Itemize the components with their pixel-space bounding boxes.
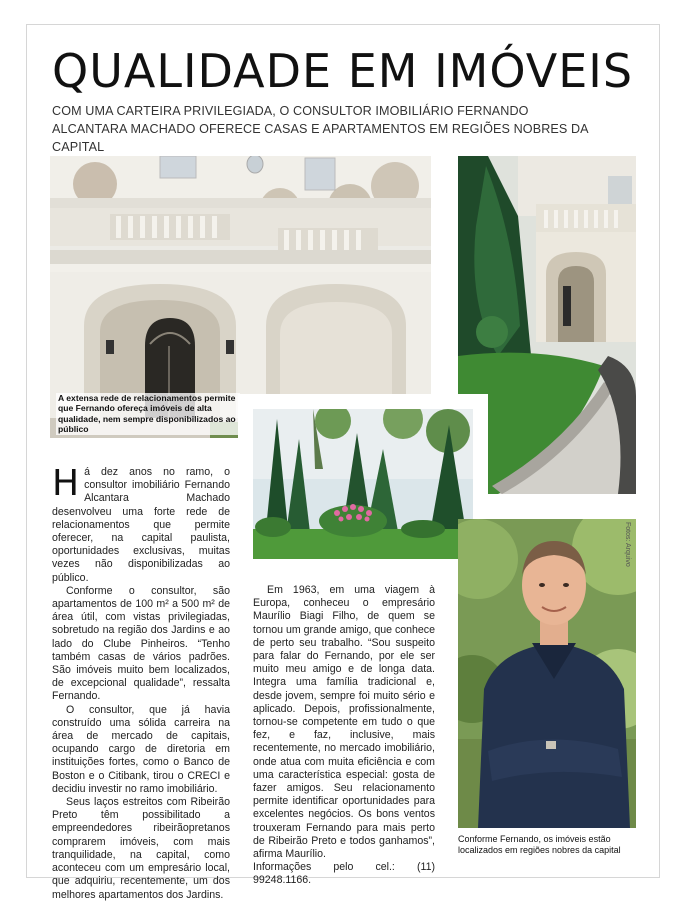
portrait-photo	[458, 519, 636, 828]
photo-caption-top: A extensa rede de relacionamentos permite que Fernando ofereça imóveis de alta qualidade, nem sempre disponibilizados ao público	[56, 393, 240, 435]
subhead: COM UMA CARTEIRA PRIVILEGIADA, O CONSULTOR IMOBILIÁRIO FERNANDO ALCANTARA MACHADO OFERECE CASAS E APARTAMENTOS EM REGIÕES NOBRES DA CAPITAL	[52, 104, 588, 154]
contact-info: Informações pelo cel.: (11) 99248.1166.	[253, 861, 435, 887]
photo-credit: Fotos: Arquivo	[624, 522, 631, 567]
dropcap: H	[52, 463, 80, 504]
headline: QUALIDADE EM IMÓVEIS	[52, 44, 634, 98]
paragraph: Seus laços estreitos com Ribeirão Preto têm possibilitado a empreendedores ribeirãopretanos comprarem imóveis, com mais tranquilidade, na capital, como aconteceu com um empresário local, que adquiriu, recentemente, um dos melhores apartamentos dos Jardins.	[52, 796, 230, 901]
paragraph: O consultor, que já havia construído uma sólida carreira na área de mercado de capitais, ocupando cargo de diretoria em instituições fortes, como o Banco de Boston e o Citibank, tirou o CRECI e decidiu investir no ramo imobiliário.	[52, 703, 230, 795]
paragraph: Conforme o consultor, são apartamentos de 100 m² a 500 m² de área útil, com vistas privilegiadas, sobretudo na região dos Jardins e ao lado do Clube Pinheiros. “Tenho também casas de vários padrões. São imóveis muito bem localizados, de excepcional qualidade”, ressalta Fernando.	[52, 584, 230, 703]
garden-photo	[253, 409, 473, 559]
article-column-1	[52, 463, 230, 902]
paragraph: Em 1963, em uma viagem à Europa, conheceu o empresário Maurílio Biagi Filho, de quem se tornou um grande amigo, que conhece de perto seu trabalho. “Sou suspeito para falar do Fernando, por ele ser muito meu amigo e de longa data. Integra uma família tradicional e, desde jovem, sempre foi muito sério e aplicado. Depois, profissionalmente, tornou-se competente em tudo o que fez, e faz, inclusive, mais recentemente, no mercado imobiliário, onde atua com muita eficiência e com uma característica especial: gosta de fazer amigos. Seu relacionamento permite identificar oportunidades para excelentes negócios. Os bons ventos trouxeram Fernando para mais perto de Ribeirão Preto e todos ganhamos”, afirma Maurílio.	[253, 584, 435, 861]
article-column-2	[253, 584, 435, 888]
paragraph	[52, 463, 230, 585]
portrait-caption: Conforme Fernando, os imóveis estão localizados em regiões nobres da capital	[458, 834, 621, 855]
paragraph-text: á dez anos no ramo, o consultor imobiliário Fernando Alcantara Machado desenvolveu uma forte rede de relacionamentos que permite oferecer, na capital paulista, oportunidades exclusivas, muitas vezes não disponibilizadas ao público.	[52, 466, 230, 584]
